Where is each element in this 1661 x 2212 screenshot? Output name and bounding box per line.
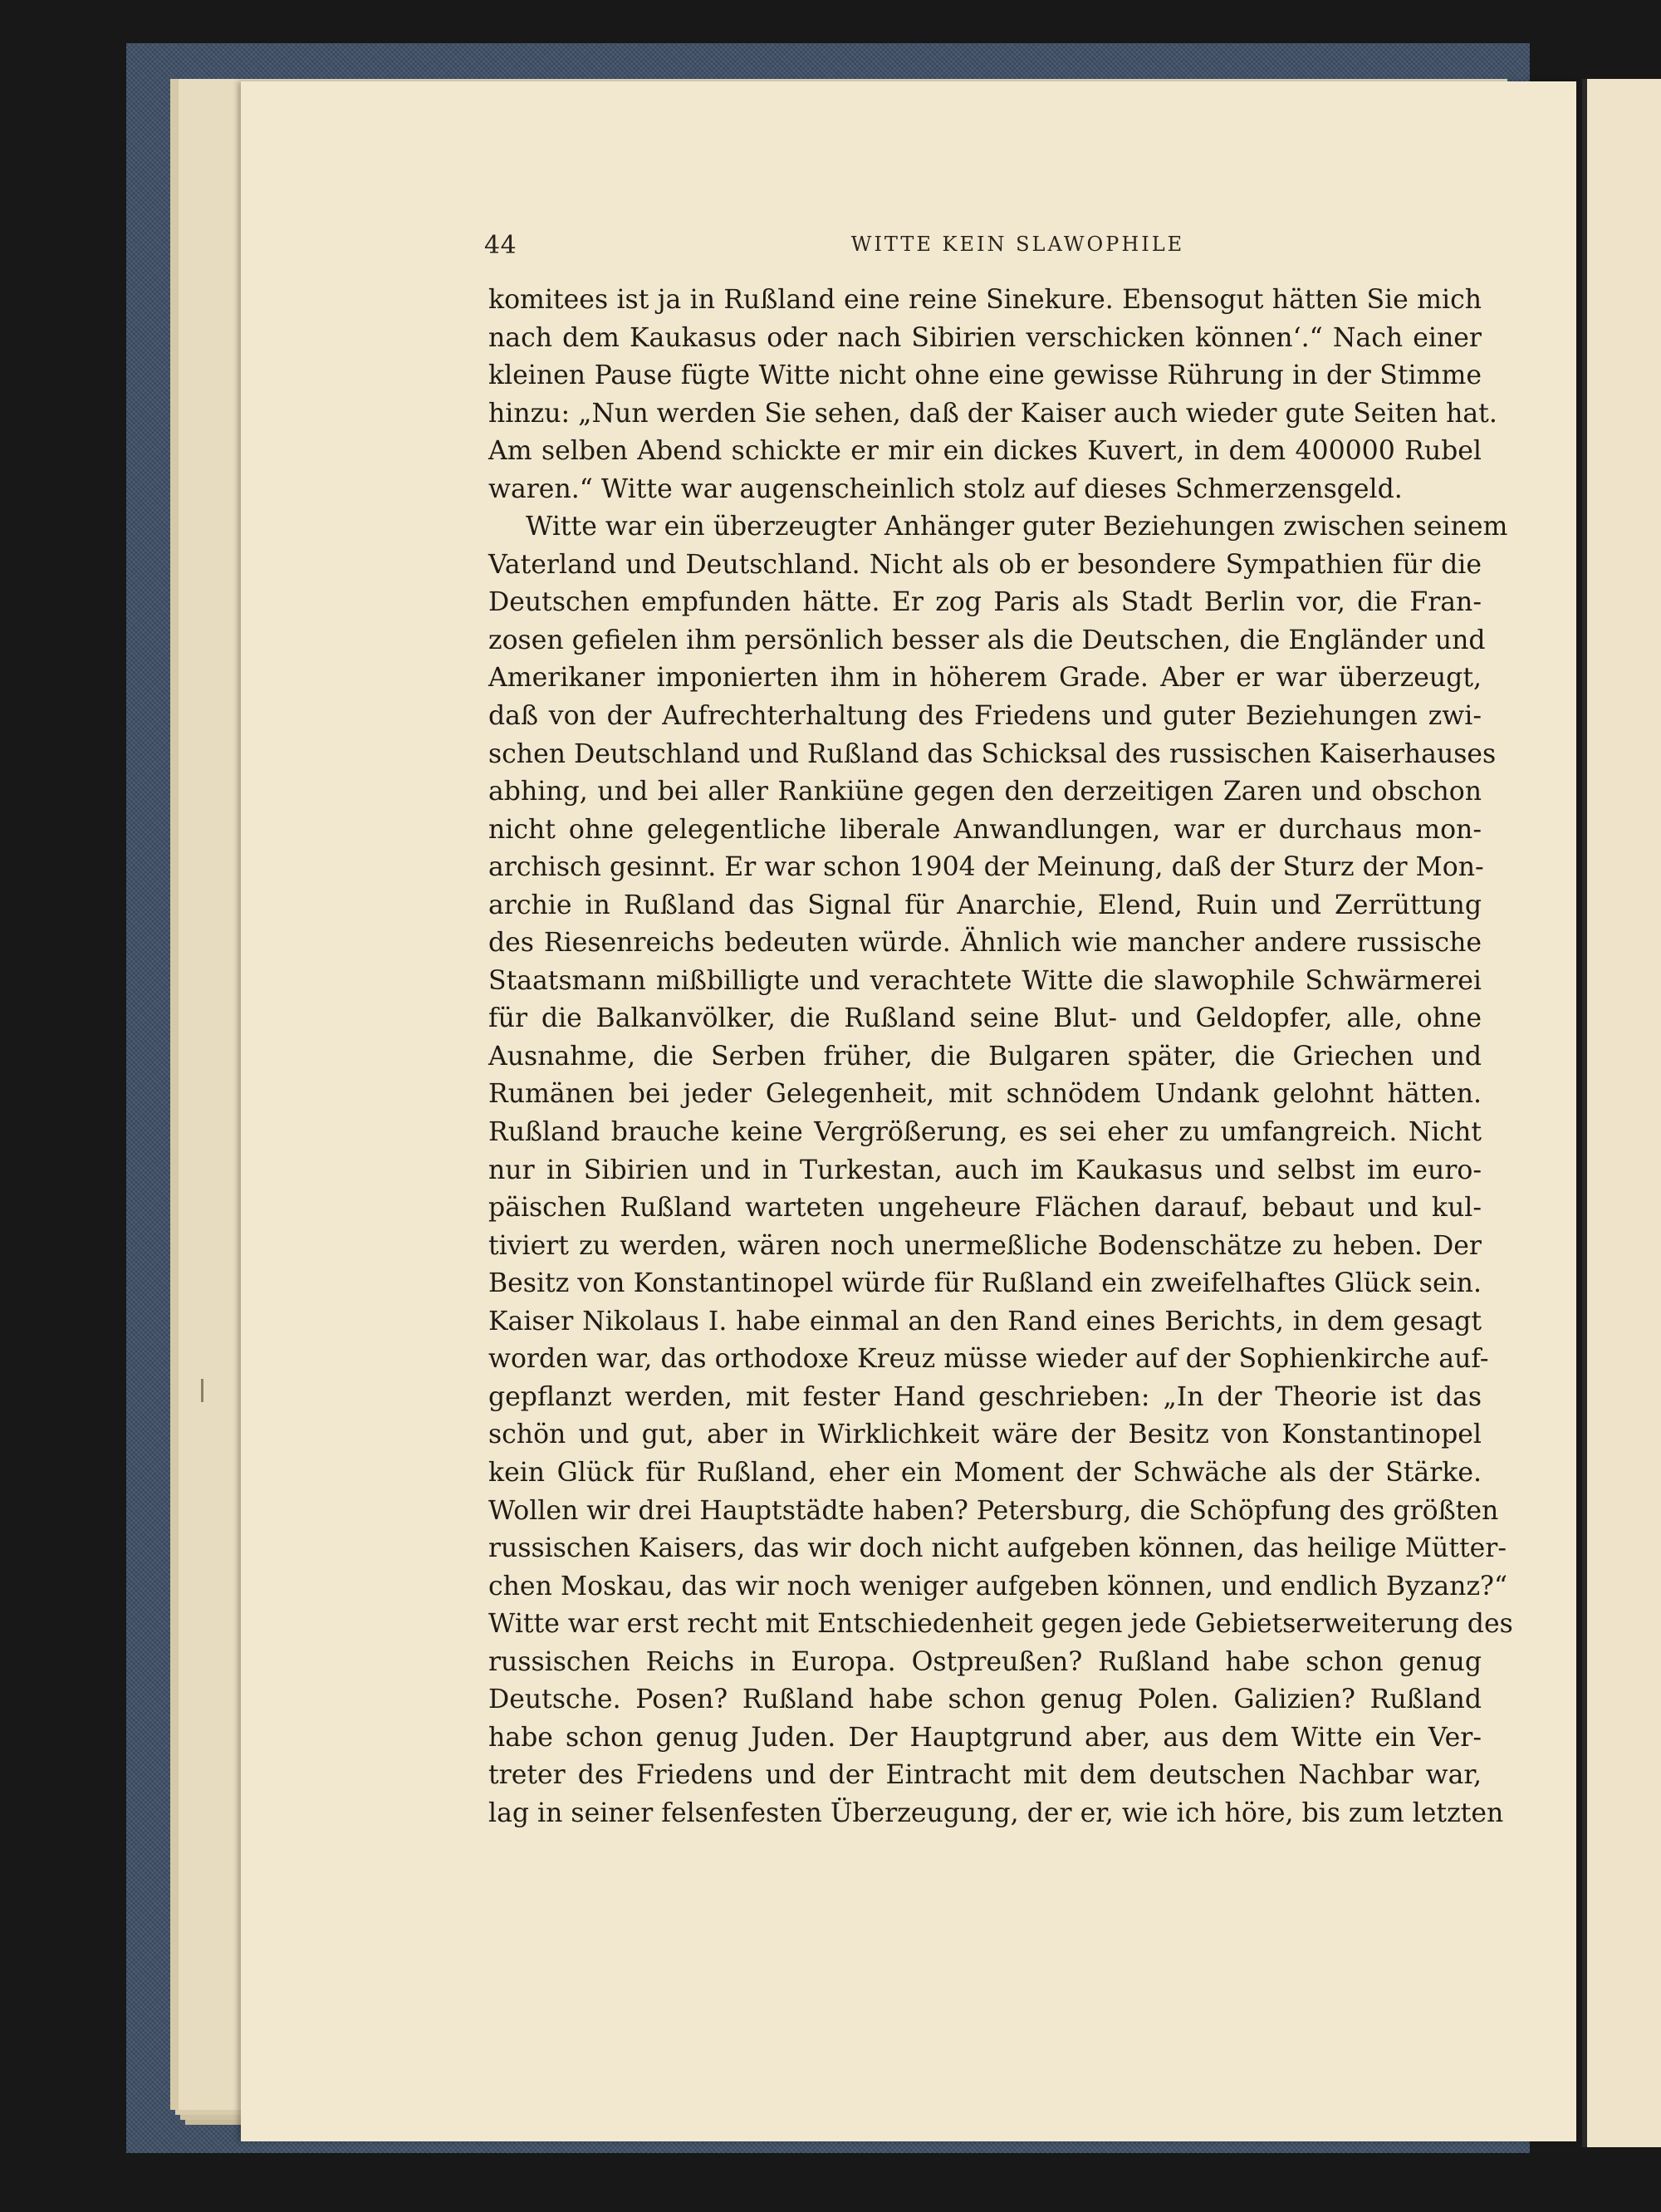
text-line: Kaiser Nikolaus I. habe einmal an den Rand eines Berichts, in dem gesagt [488,1306,1482,1337]
text-line: komitees ist ja in Rußland eine reine Sinekure. Ebensogut hätten Sie mich [488,285,1482,315]
text-line: kleinen Pause fügte Witte nicht ohne eine gewisse Rührung in der Stimme [488,360,1482,391]
text-line: chen Moskau, das wir noch weniger aufgeben können, und endlich Byzanz?“ [488,1571,1508,1601]
running-title: WITTE KEIN SLAWOPHILE [850,233,1185,256]
text-line: gepflanzt werden, mit fester Hand geschrieben: „In der Theorie ist das [488,1381,1482,1412]
text-line: schön und gut, aber in Wirklichkeit wäre der Besitz von Konstantinopel [488,1420,1482,1450]
text-line: Deutsche. Posen? Rußland habe schon genug Polen. Galizien? Rußland [488,1685,1482,1715]
text-line: hinzu: „Nun werden Sie sehen, daß der Kaiser auch wieder gute Seiten hat. [488,398,1497,429]
text-line: nur in Sibirien und in Turkestan, auch im Kaukasus und selbst im euro- [488,1155,1482,1185]
text-line: zosen gefielen ihm persönlich besser als die Deutschen, die Engländer und [488,625,1486,655]
text-line: des Riesenreichs bedeuten würde. Ähnlich wie mancher andere russische [488,928,1482,959]
text-line: habe schon genug Juden. Der Hauptgrund aber, aus dem Witte ein Ver- [488,1722,1482,1753]
body-text [488,282,1513,1832]
text-line: treter des Friedens und der Eintracht mit dem deutschen Nachbar war, [488,1760,1482,1791]
text-line: Deutschen empfunden hätte. Er zog Paris als Stadt Berlin vor, die Fran- [488,587,1482,618]
facing-page-edge [1582,79,1661,2147]
page-header [484,231,1502,272]
text-line: russischen Kaisers, das wir doch nicht aufgeben können, das heilige Mütter- [488,1533,1507,1564]
margin-mark [201,1379,203,1402]
text-line: für die Balkanvölker, die Rußland seine Blut- und Geldopfer, alle, ohne [488,1003,1482,1034]
text-line: Witte war erst recht mit Entschiedenheit gegen jede Gebietserweiterung des [488,1609,1513,1640]
page-number: 44 [484,231,517,260]
text-line: abhing, und bei aller Rankiüne gegen den derzeitigen Zaren und obschon [488,777,1482,807]
text-line: daß von der Aufrechterhaltung des Friedens und guter Beziehungen zwi- [488,701,1482,732]
text-line: archie in Rußland das Signal für Anarchie, Elend, Ruin und Zerrüttung [488,890,1482,920]
text-line: Besitz von Konstantinopel würde für Rußland ein zweifelhaftes Glück sein. [488,1268,1482,1299]
text-line: nicht ohne gelegentliche liberale Anwandlungen, war er durchaus mon- [488,814,1482,845]
text-line: Ausnahme, die Serben früher, die Bulgaren später, die Griechen und [488,1041,1482,1072]
text-line: russischen Reichs in Europa. Ostpreußen? Rußland habe schon genug [488,1646,1482,1677]
text-line: Wollen wir drei Hauptstädte haben? Petersburg, die Schöpfung des größten [488,1495,1499,1526]
text-line: päischen Rußland warteten ungeheure Flächen darauf, bebaut und kul- [488,1193,1482,1224]
text-line: Staatsmann mißbilligte und verachtete Witte die slawophile Schwärmerei [488,965,1482,996]
text-line: Witte war ein überzeugter Anhänger guter Beziehungen zwischen seinem [526,512,1508,542]
text-line: worden war, das orthodoxe Kreuz müsse wieder auf der Sophienkirche auf- [488,1344,1489,1375]
text-line: waren.“ Witte war augenscheinlich stolz auf dieses Schmerzensgeld. [488,473,1403,504]
text-line: lag in seiner felsenfesten Überzeugung, der er, wie ich höre, bis zum letzten [488,1798,1504,1828]
text-line: archisch gesinnt. Er war schon 1904 der Meinung, daß der Sturz der Mon- [488,852,1484,883]
text-line: Vaterland und Deutschland. Nicht als ob er besondere Sympathien für die [488,549,1482,580]
text-line: kein Glück für Rußland, eher ein Moment der Schwäche als der Stärke. [488,1457,1482,1488]
text-line: Rußland brauche keine Vergrößerung, es sei eher zu umfangreich. Nicht [488,1117,1482,1148]
text-line: nach dem Kaukasus oder nach Sibirien verschicken können‘.“ Nach einer [488,322,1482,353]
text-line: tiviert zu werden, wären noch unermeßliche Bodenschätze zu heben. Der [488,1230,1482,1261]
text-line: Am selben Abend schickte er mir ein dickes Kuvert, in dem 400000 Rubel [488,436,1482,467]
text-line: schen Deutschland und Rußland das Schicksal des russischen Kaiserhauses [488,738,1497,769]
text-line: Rumänen bei jeder Gelegenheit, mit schnödem Undank gelohnt hätten. [488,1079,1482,1110]
text-line: Amerikaner imponierten ihm in höherem Grade. Aber er war überzeugt, [488,663,1482,694]
